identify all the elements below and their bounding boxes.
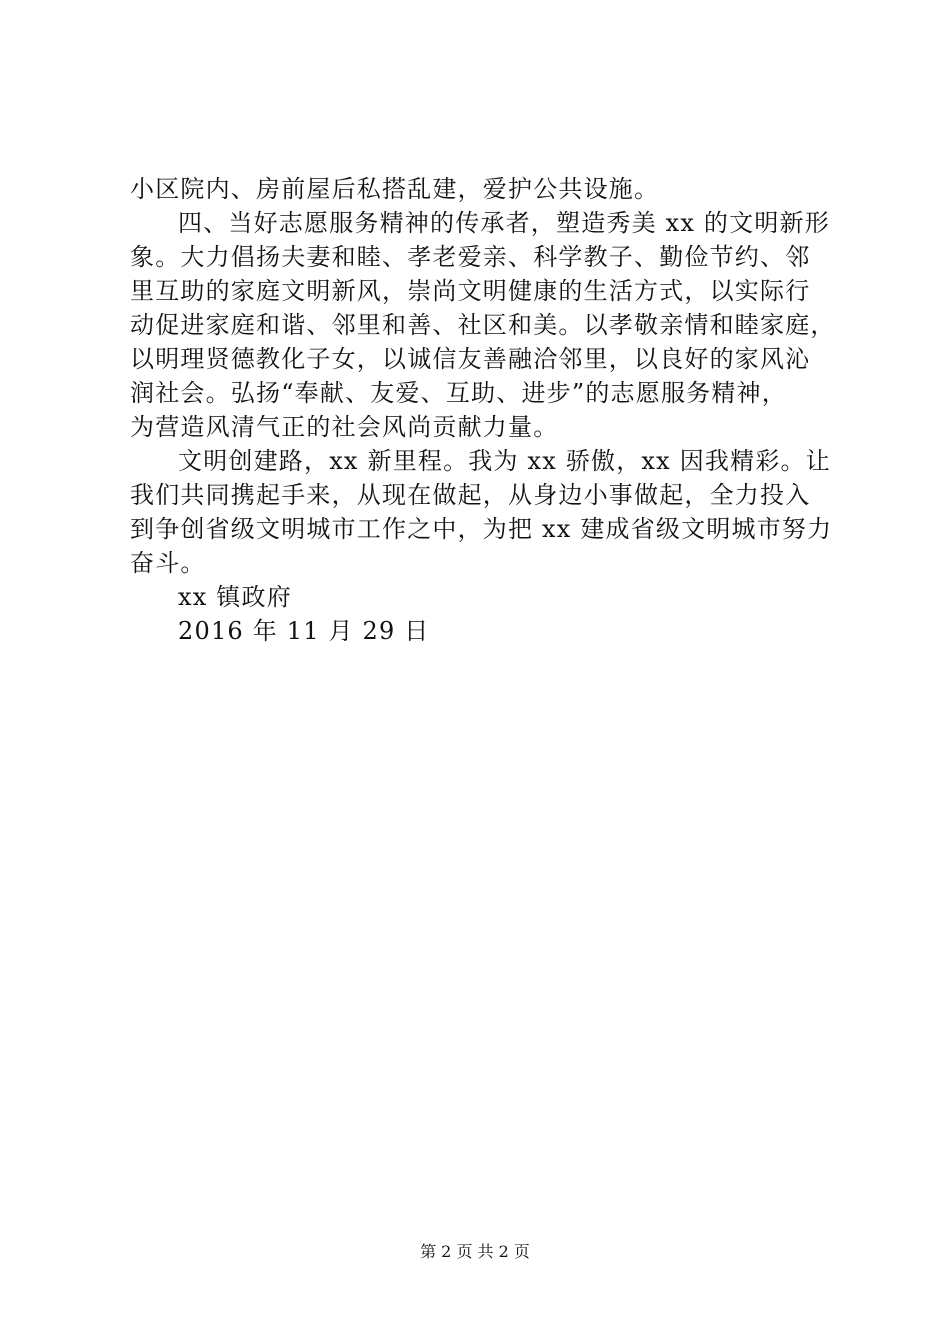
- text-line: 奋斗。: [130, 549, 206, 577]
- text-line: 我们共同携起手来，从现在做起，从身边小事做起，全力投入: [130, 481, 811, 509]
- text-line: 象。大力倡扬夫妻和睦、孝老爱亲、科学教子、勤俭节约、邻: [130, 243, 811, 271]
- signature-organization: xx 镇政府: [178, 583, 292, 611]
- text-line: 到争创省级文明城市工作之中，为把 xx 建成省级文明城市努力: [130, 515, 833, 543]
- signature-date: 2016 年 11 月 29 日: [178, 617, 430, 645]
- text-line: 里互助的家庭文明新风，崇尚文明健康的生活方式，以实际行: [130, 277, 811, 305]
- paragraph-four-start: 四、当好志愿服务精神的传承者，塑造秀美 xx 的文明新形: [178, 209, 830, 237]
- document-body: [130, 172, 840, 648]
- page-footer: 第 2 页 共 2 页: [420, 1242, 530, 1261]
- text-line: 动促进家庭和谐、邻里和善、社区和美。以孝敬亲情和睦家庭，: [130, 311, 836, 339]
- closing-paragraph-start: 文明创建路，xx 新里程。我为 xx 骄傲，xx 因我精彩。让: [178, 447, 831, 475]
- text-line: 为营造风清气正的社会风尚贡献力量。: [130, 413, 559, 441]
- text-line: 以明理贤德教化子女，以诚信友善融洽邻里，以良好的家风沁: [130, 345, 811, 373]
- text-line: 小区院内、房前屋后私搭乱建，爱护公共设施。: [130, 175, 660, 203]
- text-line: 润社会。弘扬“奉献、友爱、互助、进步”的志愿服务精神，: [130, 379, 787, 407]
